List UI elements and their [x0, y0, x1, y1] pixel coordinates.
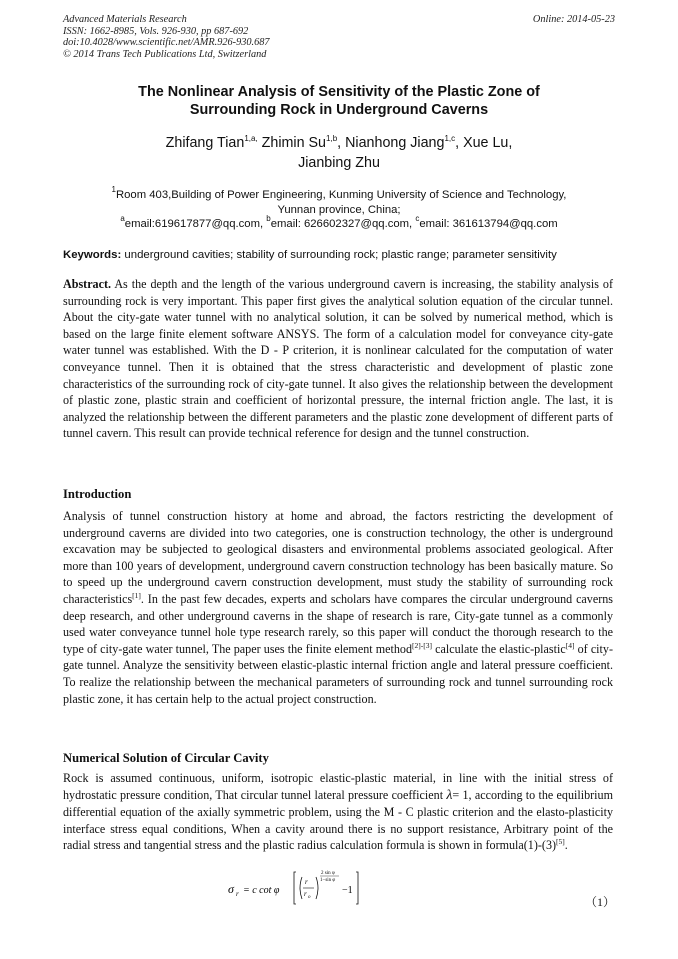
minus-one: −1 — [342, 885, 353, 896]
abstract-paragraph — [63, 276, 613, 442]
exponent-numerator: 2 sin φ — [321, 871, 335, 876]
paragraph-text: . — [564, 838, 568, 853]
citation: [2]-[3] — [412, 640, 433, 650]
title-line-2: Surrounding Rock in Underground Caverns — [189, 102, 489, 118]
email-superscript: c — [415, 214, 420, 223]
keywords-text: underground cavities; stability of surrounding rock; plastic range; parameter sensitivity — [121, 249, 557, 261]
journal-header — [63, 14, 615, 60]
author-list — [60, 133, 618, 173]
fraction-numerator: r — [305, 878, 308, 886]
affiliation-line: Yunnan province, China; — [277, 203, 401, 216]
author-name: , Xue Lu, — [455, 135, 513, 151]
paragraph-text: Analysis of tunnel construction history at home and abroad, the factors restricting the development of underground caverns are divided into two categories, one is construction technology, the other is underground excavation may be subjected to geological disasters and environmental problems associated geological. After more than 100 years of development, underground cavern construction technology has been basically mature. So to speed up the underground cavern construction development, must study the stability of surrounding rock characteristics — [63, 509, 613, 606]
abstract-label: Abstract. — [63, 277, 112, 291]
online-date: Online: 2014-05-23 — [532, 14, 615, 25]
paragraph-text: Rock is assumed continuous, uniform, isotropic elastic-plastic material, in line with the initial stress of hydrostatic pressure condition, That circular tunnel lateral pressure coefficient — [63, 771, 613, 802]
affiliation-block — [60, 185, 618, 232]
abstract-text: As the depth and the length of the various underground cavern is increasing, the stability analysis of surrounding rock is very important. This paper first gives the analytical solution equation of the circular tunnel. About the city-gate water tunnel with no analytical solution, it can be solved by numerical method, which is based on the large finite element software ANSYS. The form of a calculation model for conveyance city-gate water tunnel was established. With the D - P criterion, it is nonlinear calculated for the computation of water conveyance tunnel. Then it is obtained that the stress characteristic and development of plastic zone characteristics of the surrounding rock of city-gate tunnel. It also gives the relationship between the development of plastic zone, plastic strain and coefficient of horizontal pressure, the internal friction angle. The last, it is analyzed the relationship between the different parameters and the plastic zone development of different parts of tunnel cavern. This result can provide technical reference for design and the tunnel construction. — [63, 277, 613, 441]
left-bracket — [294, 872, 296, 904]
email-text: email: 626602327@qq.com, — [270, 218, 416, 230]
citation: [4] — [565, 640, 575, 650]
author-superscript: 1,b — [326, 134, 338, 143]
author-name: Zhimin Su — [257, 135, 327, 151]
paragraph-text: calculate the elastic-plastic — [432, 641, 566, 656]
email-text: email:619617877@qq.com, — [124, 218, 267, 230]
fraction-denominator: r — [304, 890, 307, 898]
exponent-denominator: 1−sin φ — [320, 878, 336, 883]
paragraph-text: = 1, according to the equilibrium differential equation of the axially symmetric problem, using the M - C plastic criterion and the elasto-plasticity interface stress equal conditions, When a cavity around there is no support resistance, Arbitrary point of the radial stress and tangential stress and the plastic radius calculation formula is shown in formula(1)-(3) — [63, 787, 613, 853]
section-heading-introduction: Introduction — [63, 487, 132, 501]
citation: [5] — [556, 837, 565, 847]
left-paren — [300, 877, 302, 899]
paragraph-text: . In the past few decades, experts and scholars have compares the circular underground caverns deep research, and other underground caverns in the shape of research is rare, City-gate tunnel as a commonly used water conveyance tunnel hole type research rarely, so this paper will conduct the thorough research to the type of city-gate water tunnel, The paper uses the finite element method — [63, 591, 613, 656]
sigma-symbol: σ — [228, 882, 234, 896]
affiliation-superscript: 1 — [111, 185, 116, 194]
author-name: , Nianhong Jiang — [337, 135, 445, 151]
equation-1 — [228, 868, 368, 908]
author-superscript: 1,a, — [244, 134, 258, 143]
citation: [1] — [132, 590, 141, 600]
introduction-paragraph — [63, 508, 613, 707]
lambda-symbol: λ — [446, 787, 453, 803]
paragraph-text: of city-gate tunnel. Analyze the sensitivity between elastic-plastic internal friction angle and lateral pressure coefficient. To realize the relationship between the mechanical parameters of surrounding rock and tunnel surrounding rock plastic zone, it has certain help to the actual project construction. — [63, 641, 613, 706]
equation-rhs: = c cot φ — [243, 885, 280, 896]
right-paren — [316, 877, 318, 899]
journal-name: Advanced Materials Research — [63, 14, 187, 25]
author-name: Zhifang Tian — [165, 135, 245, 151]
author-name: Jianbing Zhu — [298, 155, 380, 171]
numerical-paragraph — [63, 770, 613, 854]
denominator-subscript: o — [308, 895, 311, 900]
right-bracket — [356, 872, 358, 904]
equation-number: （1） — [585, 895, 616, 909]
email-superscript: a — [120, 214, 125, 223]
paper-title — [60, 83, 618, 119]
keywords-line — [63, 248, 623, 262]
email-text: email: 361613794@qq.com — [419, 218, 558, 230]
copyright-line: © 2014 Trans Tech Publications Ltd, Switzerland — [63, 48, 267, 60]
title-line-1: The Nonlinear Analysis of Sensitivity of the Plastic Zone of — [138, 84, 540, 100]
email-superscript: b — [266, 214, 271, 223]
sigma-subscript: r — [236, 890, 239, 898]
issn-line: ISSN: 1662-8985, Vols. 926-930, pp 687-692 — [63, 25, 249, 37]
affiliation-line: Room 403,Building of Power Engineering, Kunming University of Science and Technology, — [115, 189, 567, 201]
keywords-label: Keywords: — [63, 249, 122, 261]
section-heading-numerical-solution: Numerical Solution of Circular Cavity — [63, 751, 269, 765]
doi-line: doi:10.4028/www.scientific.net/AMR.926-930.687 — [63, 37, 270, 49]
author-superscript: 1,c — [444, 134, 456, 143]
